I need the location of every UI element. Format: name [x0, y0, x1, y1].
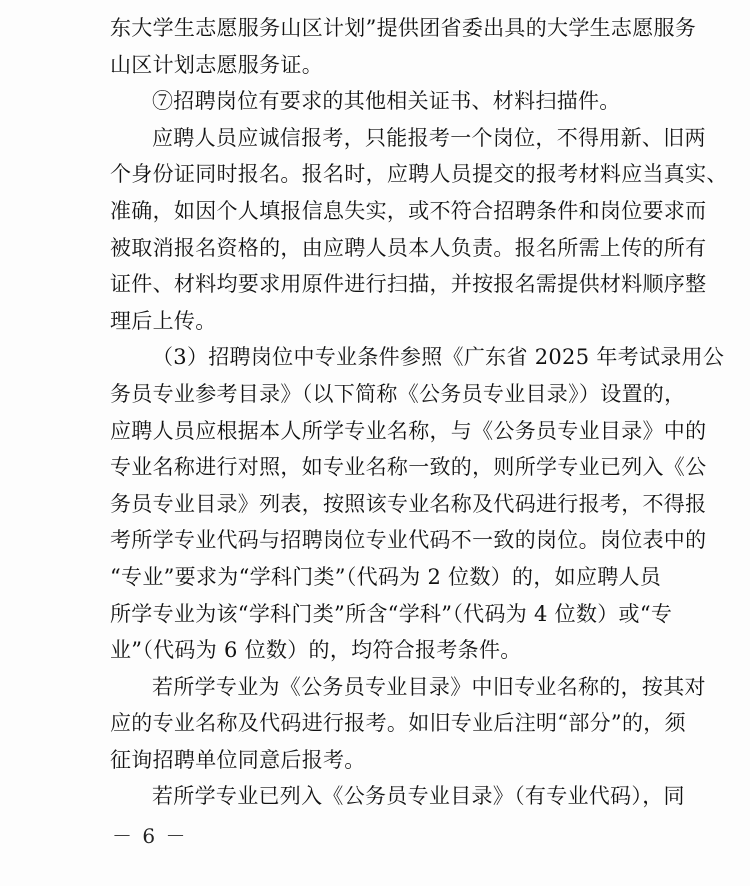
text-line: 业”（代码为 6 位数）的，均符合报考条件。 [110, 638, 522, 663]
text-line: 被取消报名资格的，由应聘人员本人负责。报名所需上传的所有 [110, 235, 707, 260]
text-line: 东大学生志愿服务山区计划”提供团省委出具的大学生志愿服务 [110, 16, 697, 40]
text-line: 证件、材料均要求用原件进行扫描，并按报名需提供材料顺序整 [110, 272, 707, 297]
text-line: ⑦招聘岗位有要求的其他相关证书、材料扫描件。 [152, 89, 621, 114]
text-line: 理后上传。 [110, 308, 217, 333]
text-line: 务员专业目录》列表，按照该专业名称及代码进行报考，不得报 [110, 491, 707, 516]
text-line: 准确，如因个人填报信息失实，或不符合招聘条件和岗位要求而 [110, 198, 707, 223]
text-line: 应聘人员应诚信报考，只能报考一个岗位，不得用新、旧两 [152, 125, 706, 150]
page-number: － 6 － [112, 824, 188, 848]
document-body [110, 10, 728, 815]
text-line: 务员专业参考目录》（以下简称《公务员专业目录》）设置的， [110, 381, 686, 406]
text-line: “专业”要求为“学科门类”（代码为 2 位数）的，如应聘人员 [110, 564, 662, 589]
text-line: 考所学专业代码与招聘岗位专业代码不一致的岗位。岗位表中的 [110, 528, 707, 553]
text-line: 山区计划志愿服务证。 [110, 52, 323, 77]
text-line: 征询招聘单位同意后报考。 [110, 747, 366, 772]
text-line: 若所学专业为《公务员专业目录》中旧专业名称的，按其对 [152, 674, 706, 699]
text-line: 若所学专业已列入《公务员专业目录》（有专业代码），同 [152, 784, 685, 809]
text-line: 应的专业名称及代码进行报考。如旧专业后注明“部分”的，须 [110, 711, 686, 736]
text-line: 应聘人员应根据本人所学专业名称，与《公务员专业目录》中的 [110, 418, 707, 443]
text-line: （3）招聘岗位中专业条件参照《广东省 2025 年考试录用公 [152, 345, 725, 370]
text-line: 专业名称进行对照，如专业名称一致的，则所学专业已列入《公 [110, 455, 707, 480]
text-line: 个身份证同时报名。报名时，应聘人员提交的报考材料应当真实、 [110, 162, 728, 187]
text-line: 所学专业为该“学科门类”所含“学科”（代码为 4 位数）或“专 [110, 601, 673, 626]
